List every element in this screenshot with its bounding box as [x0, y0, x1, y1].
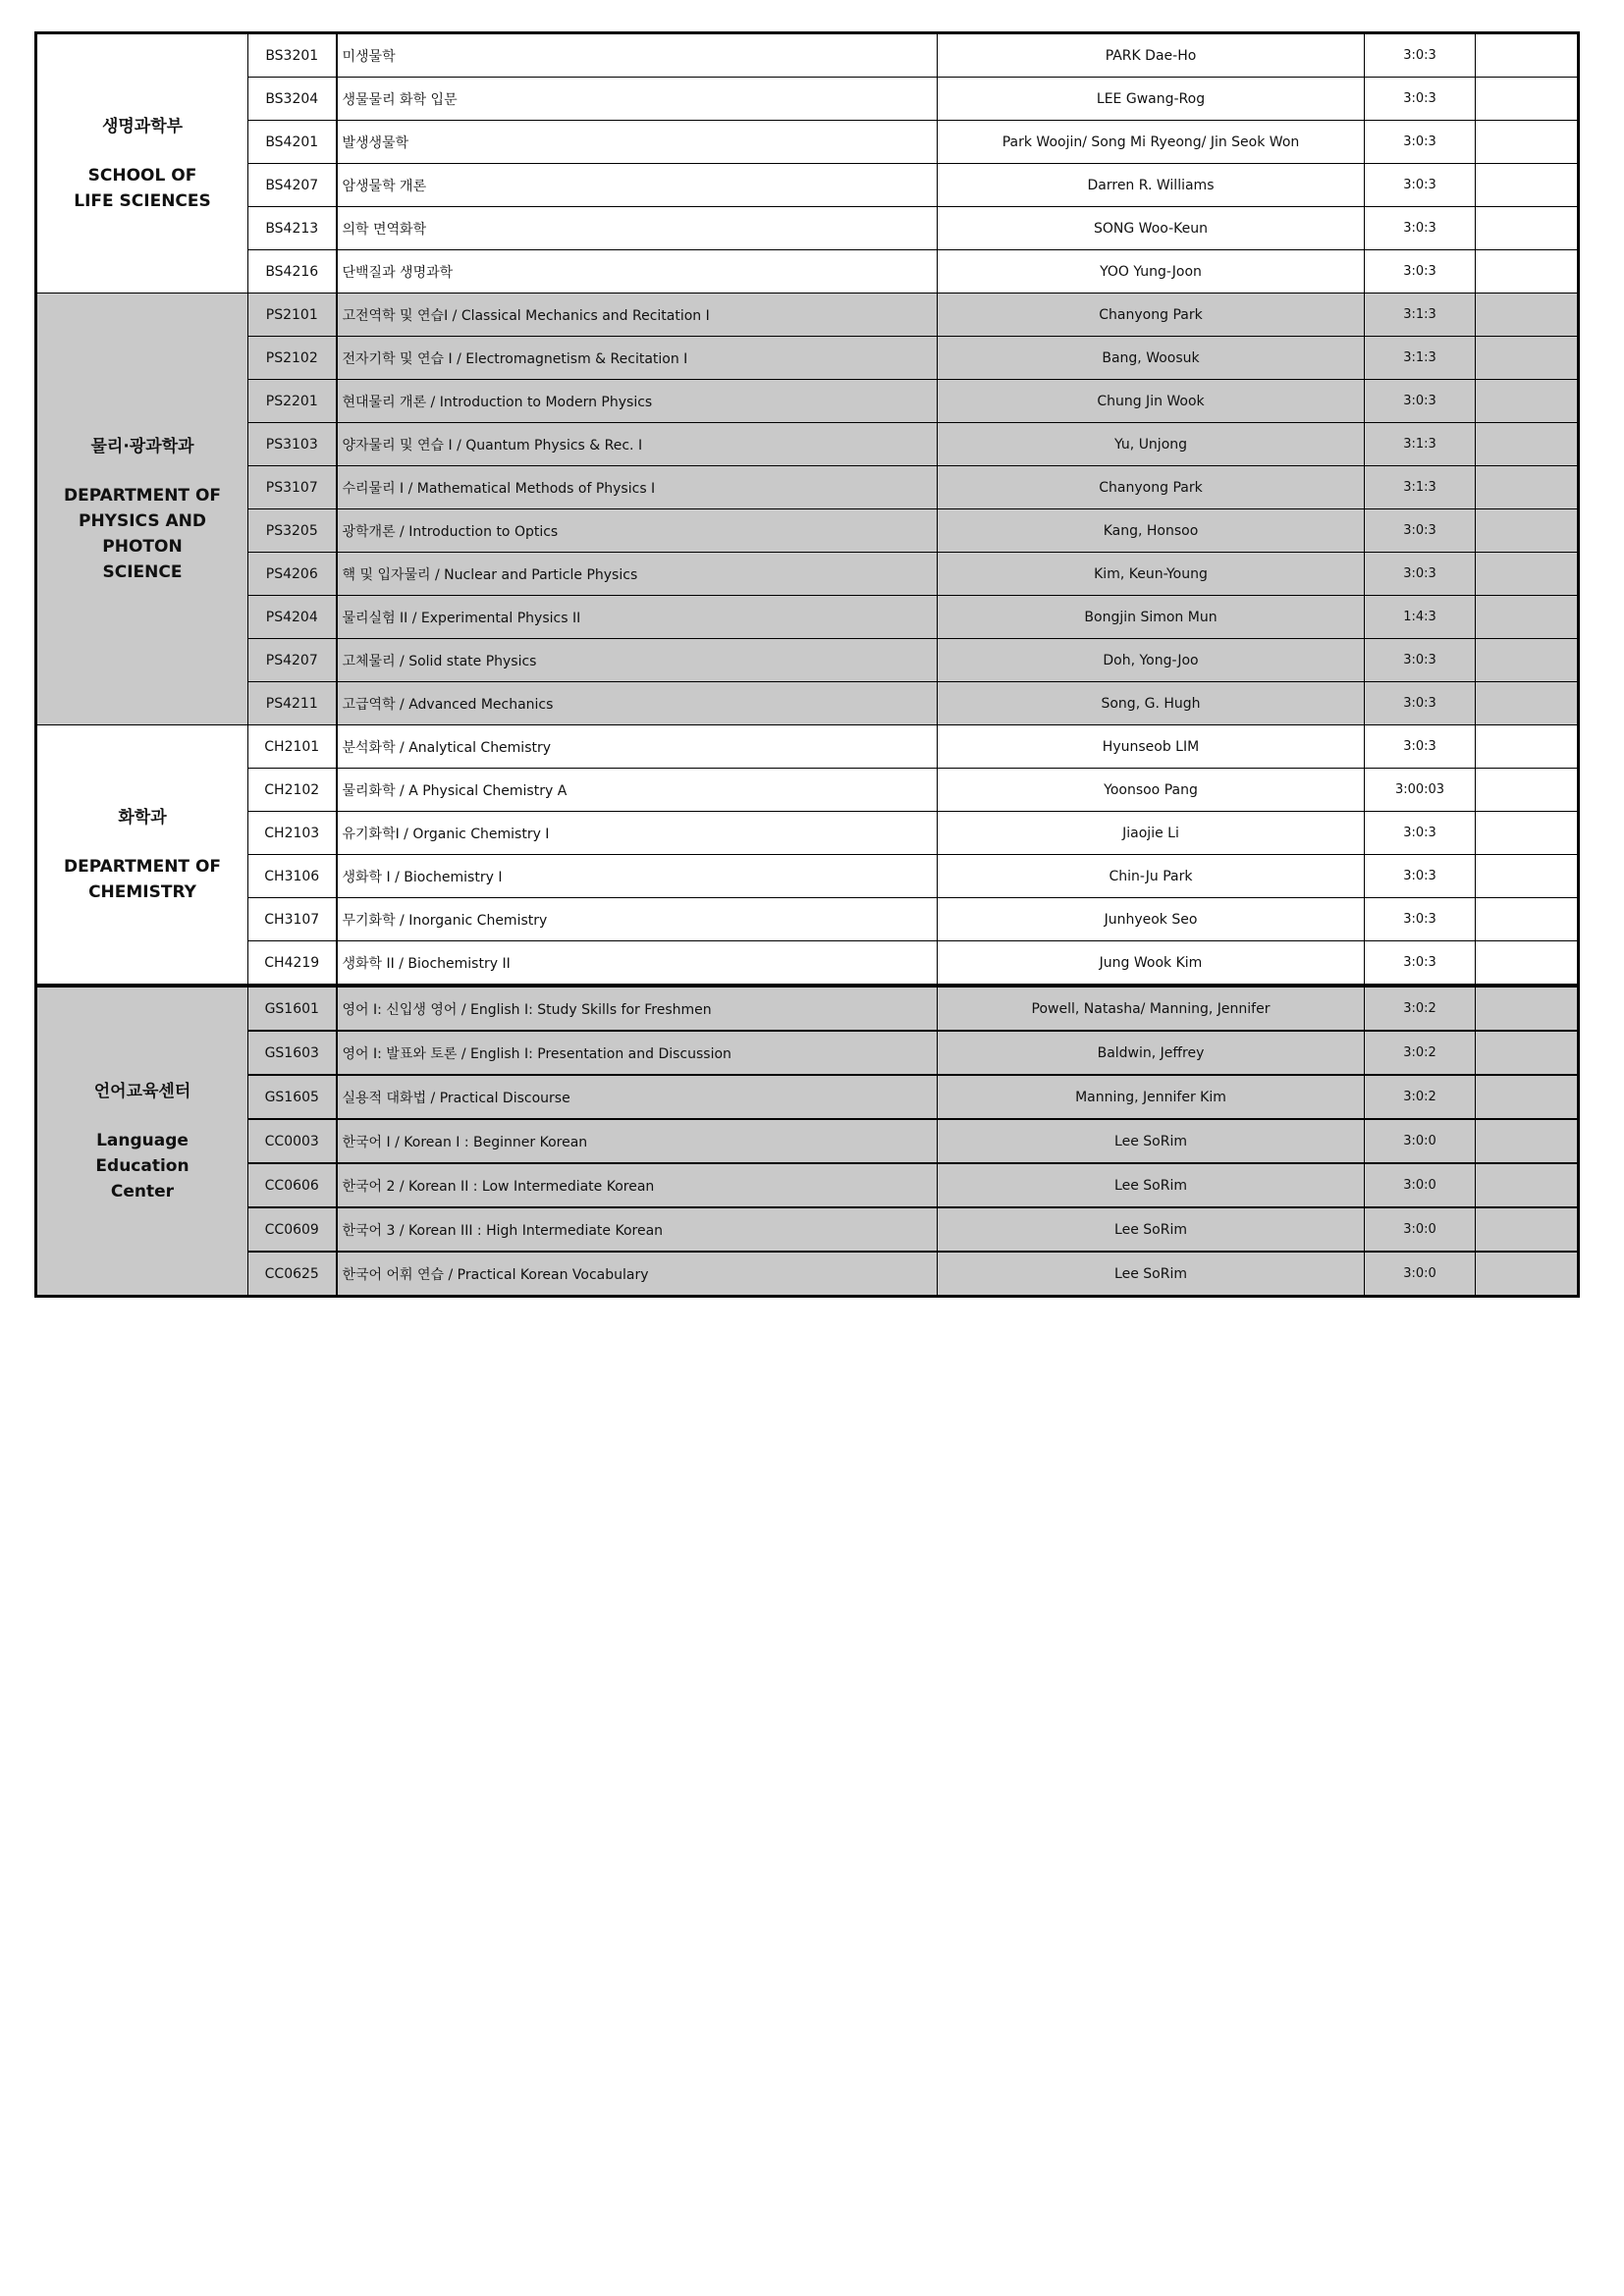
department-name-korean: 물리·광과학과: [90, 436, 194, 456]
course-name: 고전역학 및 연습Ⅰ / Classical Mechanics and Recitation I: [337, 294, 938, 337]
department-name-english: DEPARTMENT OF CHEMISTRY: [63, 856, 222, 902]
table-row: [36, 1119, 1579, 1163]
table-row: [36, 682, 1579, 725]
department-cell: [36, 33, 248, 294]
empty-cell: [1476, 596, 1579, 639]
empty-cell: [1476, 553, 1579, 596]
course-code: BS4216: [248, 250, 337, 294]
instructor: Chin-Ju Park: [938, 855, 1365, 898]
department-name-korean: 언어교육센터: [93, 1081, 191, 1101]
instructor: Hyunseob LIM: [938, 725, 1365, 769]
empty-cell: [1476, 423, 1579, 466]
course-code: CH2102: [248, 769, 337, 812]
instructor: Chanyong Park: [938, 466, 1365, 509]
credits: 3:0:3: [1365, 725, 1476, 769]
credits: 3:1:3: [1365, 423, 1476, 466]
course-name: 발생생물학: [337, 121, 938, 164]
course-name: 현대물리 개론 / Introduction to Modern Physics: [337, 380, 938, 423]
empty-cell: [1476, 337, 1579, 380]
instructor: Lee SoRim: [938, 1252, 1365, 1297]
instructor: Doh, Yong-Joo: [938, 639, 1365, 682]
course-name: 영어 Ⅰ: 발표와 토론 / English Ⅰ: Presentation and Discussion: [337, 1031, 938, 1075]
empty-cell: [1476, 812, 1579, 855]
table-row: [36, 164, 1579, 207]
instructor: Kang, Honsoo: [938, 509, 1365, 553]
empty-cell: [1476, 769, 1579, 812]
credits: 3:00:03: [1365, 769, 1476, 812]
course-code: PS4207: [248, 639, 337, 682]
table-row: [36, 639, 1579, 682]
course-name: 한국어 I / Korean I : Beginner Korean: [337, 1119, 938, 1163]
instructor: Park Woojin/ Song Mi Ryeong/ Jin Seok Won: [938, 121, 1365, 164]
course-code: PS3205: [248, 509, 337, 553]
course-name: 물리실험 II / Experimental Physics II: [337, 596, 938, 639]
course-name: 무기화학 / Inorganic Chemistry: [337, 898, 938, 941]
instructor: Lee SoRim: [938, 1119, 1365, 1163]
credits: 3:1:3: [1365, 294, 1476, 337]
table-row: [36, 596, 1579, 639]
empty-cell: [1476, 1252, 1579, 1297]
course-name: 생화학 Ⅰ / Biochemistry I: [337, 855, 938, 898]
credits: 3:0:3: [1365, 509, 1476, 553]
table-row: [36, 78, 1579, 121]
course-code: BS4207: [248, 164, 337, 207]
empty-cell: [1476, 639, 1579, 682]
table-row: [36, 33, 1579, 78]
course-name: 고체물리 / Solid state Physics: [337, 639, 938, 682]
course-code: PS2102: [248, 337, 337, 380]
course-code: PS2101: [248, 294, 337, 337]
instructor: Jiaojie Li: [938, 812, 1365, 855]
table-row: [36, 250, 1579, 294]
credits: 3:0:3: [1365, 855, 1476, 898]
table-row: [36, 337, 1579, 380]
instructor: Bang, Woosuk: [938, 337, 1365, 380]
empty-cell: [1476, 78, 1579, 121]
instructor: Junhyeok Seo: [938, 898, 1365, 941]
department-name-english: DEPARTMENT OF PHYSICS AND PHOTON SCIENCE: [63, 485, 222, 582]
course-code: CH3106: [248, 855, 337, 898]
credits: 3:0:3: [1365, 380, 1476, 423]
table-row: [36, 725, 1579, 769]
table-row: [36, 207, 1579, 250]
department-name-korean: 생명과학부: [101, 116, 184, 136]
course-code: PS4211: [248, 682, 337, 725]
course-name: 생물물리 화학 입문: [337, 78, 938, 121]
instructor: Lee SoRim: [938, 1163, 1365, 1207]
course-name: 의학 면역화학: [337, 207, 938, 250]
credits: 3:0:3: [1365, 898, 1476, 941]
credits: 3:0:2: [1365, 1075, 1476, 1119]
empty-cell: [1476, 855, 1579, 898]
empty-cell: [1476, 207, 1579, 250]
course-table: [34, 31, 1580, 1298]
empty-cell: [1476, 1075, 1579, 1119]
table-row: [36, 509, 1579, 553]
empty-cell: [1476, 380, 1579, 423]
course-code: PS3103: [248, 423, 337, 466]
course-code: CH3107: [248, 898, 337, 941]
empty-cell: [1476, 250, 1579, 294]
course-name: 생화학 II / Biochemistry II: [337, 941, 938, 987]
instructor: Song, G. Hugh: [938, 682, 1365, 725]
instructor: Yu, Unjong: [938, 423, 1365, 466]
empty-cell: [1476, 509, 1579, 553]
table-row: [36, 941, 1579, 987]
course-name: 한국어 어휘 연습 / Practical Korean Vocabulary: [337, 1252, 938, 1297]
course-code: PS4206: [248, 553, 337, 596]
credits: 3:0:3: [1365, 164, 1476, 207]
course-name: 광학개론 / Introduction to Optics: [337, 509, 938, 553]
department-name-korean: 화학과: [118, 807, 167, 828]
instructor: Darren R. Williams: [938, 164, 1365, 207]
course-name: 양자물리 및 연습 I / Quantum Physics & Rec. I: [337, 423, 938, 466]
table-row: [36, 986, 1579, 1031]
department-cell: [36, 725, 248, 987]
course-code: BS3201: [248, 33, 337, 78]
table-row: [36, 423, 1579, 466]
course-name: 전자기학 및 연습 Ⅰ / Electromagnetism & Recitation I: [337, 337, 938, 380]
course-name: 고급역학 / Advanced Mechanics: [337, 682, 938, 725]
credits: 3:0:3: [1365, 682, 1476, 725]
course-name: 유기화학Ⅰ / Organic Chemistry I: [337, 812, 938, 855]
course-name: 미생물학: [337, 33, 938, 78]
section-2: [36, 725, 1579, 987]
instructor: PARK Dae-Ho: [938, 33, 1365, 78]
empty-cell: [1476, 941, 1579, 987]
instructor: Bongjin Simon Mun: [938, 596, 1365, 639]
credits: 3:1:3: [1365, 337, 1476, 380]
course-name: 단백질과 생명과학: [337, 250, 938, 294]
empty-cell: [1476, 1163, 1579, 1207]
table-row: [36, 855, 1579, 898]
empty-cell: [1476, 164, 1579, 207]
course-code: BS4213: [248, 207, 337, 250]
credits: 3:0:2: [1365, 986, 1476, 1031]
credits: 3:0:0: [1365, 1163, 1476, 1207]
empty-cell: [1476, 1207, 1579, 1252]
table-row: [36, 553, 1579, 596]
table-row: [36, 898, 1579, 941]
table-row: [36, 121, 1579, 164]
empty-cell: [1476, 986, 1579, 1031]
table-row: [36, 294, 1579, 337]
credits: 3:0:3: [1365, 553, 1476, 596]
course-code: GS1605: [248, 1075, 337, 1119]
table-row: [36, 1075, 1579, 1119]
course-code: CC0625: [248, 1252, 337, 1297]
instructor: YOO Yung-Joon: [938, 250, 1365, 294]
credits: 3:0:3: [1365, 78, 1476, 121]
course-name: 암생물학 개론: [337, 164, 938, 207]
course-name: 실용적 대화법 / Practical Discourse: [337, 1075, 938, 1119]
department-name-english: SCHOOL OF LIFE SCIENCES: [74, 165, 211, 211]
credits: 3:0:3: [1365, 639, 1476, 682]
empty-cell: [1476, 33, 1579, 78]
table-row: [36, 380, 1579, 423]
department-name-english: Language Education Center: [95, 1130, 189, 1201]
department-cell: [36, 986, 248, 1297]
empty-cell: [1476, 1031, 1579, 1075]
course-code: CH4219: [248, 941, 337, 987]
course-code: CH2101: [248, 725, 337, 769]
instructor: Kim, Keun-Young: [938, 553, 1365, 596]
course-name: 한국어 2 / Korean II : Low Intermediate Korean: [337, 1163, 938, 1207]
table-row: [36, 1207, 1579, 1252]
instructor: SONG Woo-Keun: [938, 207, 1365, 250]
course-code: PS3107: [248, 466, 337, 509]
empty-cell: [1476, 1119, 1579, 1163]
section-1: [36, 294, 1579, 725]
course-code: GS1603: [248, 1031, 337, 1075]
instructor: Lee SoRim: [938, 1207, 1365, 1252]
empty-cell: [1476, 725, 1579, 769]
table-row: [36, 1031, 1579, 1075]
table-row: [36, 769, 1579, 812]
instructor: Manning, Jennifer Kim: [938, 1075, 1365, 1119]
instructor: LEE Gwang-Rog: [938, 78, 1365, 121]
course-code: PS4204: [248, 596, 337, 639]
course-name: 분석화학 / Analytical Chemistry: [337, 725, 938, 769]
course-code: CC0003: [248, 1119, 337, 1163]
credits: 3:0:3: [1365, 250, 1476, 294]
instructor: Jung Wook Kim: [938, 941, 1365, 987]
empty-cell: [1476, 898, 1579, 941]
credits: 3:0:2: [1365, 1031, 1476, 1075]
course-name: 수리물리 I / Mathematical Methods of Physics I: [337, 466, 938, 509]
course-code: CC0609: [248, 1207, 337, 1252]
empty-cell: [1476, 294, 1579, 337]
table-row: [36, 1163, 1579, 1207]
course-code: CH2103: [248, 812, 337, 855]
credits: 3:0:0: [1365, 1252, 1476, 1297]
instructor: Powell, Natasha/ Manning, Jennifer: [938, 986, 1365, 1031]
instructor: Chanyong Park: [938, 294, 1365, 337]
section-0: [36, 33, 1579, 294]
course-code: CC0606: [248, 1163, 337, 1207]
course-name: 영어 Ⅰ: 신입생 영어 / English Ⅰ: Study Skills for Freshmen: [337, 986, 938, 1031]
instructor: Baldwin, Jeffrey: [938, 1031, 1365, 1075]
credits: 3:1:3: [1365, 466, 1476, 509]
credits: 3:0:0: [1365, 1207, 1476, 1252]
course-code: BS4201: [248, 121, 337, 164]
department-cell: [36, 294, 248, 725]
instructor: Yoonsoo Pang: [938, 769, 1365, 812]
empty-cell: [1476, 466, 1579, 509]
credits: 3:0:3: [1365, 941, 1476, 987]
empty-cell: [1476, 682, 1579, 725]
instructor: Chung Jin Wook: [938, 380, 1365, 423]
course-name: 물리화학 / A Physical Chemistry A: [337, 769, 938, 812]
course-name: 한국어 3 / Korean III : High Intermediate Korean: [337, 1207, 938, 1252]
table-row: [36, 466, 1579, 509]
credits: 3:0:3: [1365, 33, 1476, 78]
course-code: PS2201: [248, 380, 337, 423]
course-code: BS3204: [248, 78, 337, 121]
credits: 3:0:3: [1365, 121, 1476, 164]
table-row: [36, 1252, 1579, 1297]
course-code: GS1601: [248, 986, 337, 1031]
credits: 1:4:3: [1365, 596, 1476, 639]
credits: 3:0:3: [1365, 207, 1476, 250]
credits: 3:0:3: [1365, 812, 1476, 855]
table-row: [36, 812, 1579, 855]
course-name: 핵 및 입자물리 / Nuclear and Particle Physics: [337, 553, 938, 596]
section-3: [36, 986, 1579, 1297]
empty-cell: [1476, 121, 1579, 164]
credits: 3:0:0: [1365, 1119, 1476, 1163]
